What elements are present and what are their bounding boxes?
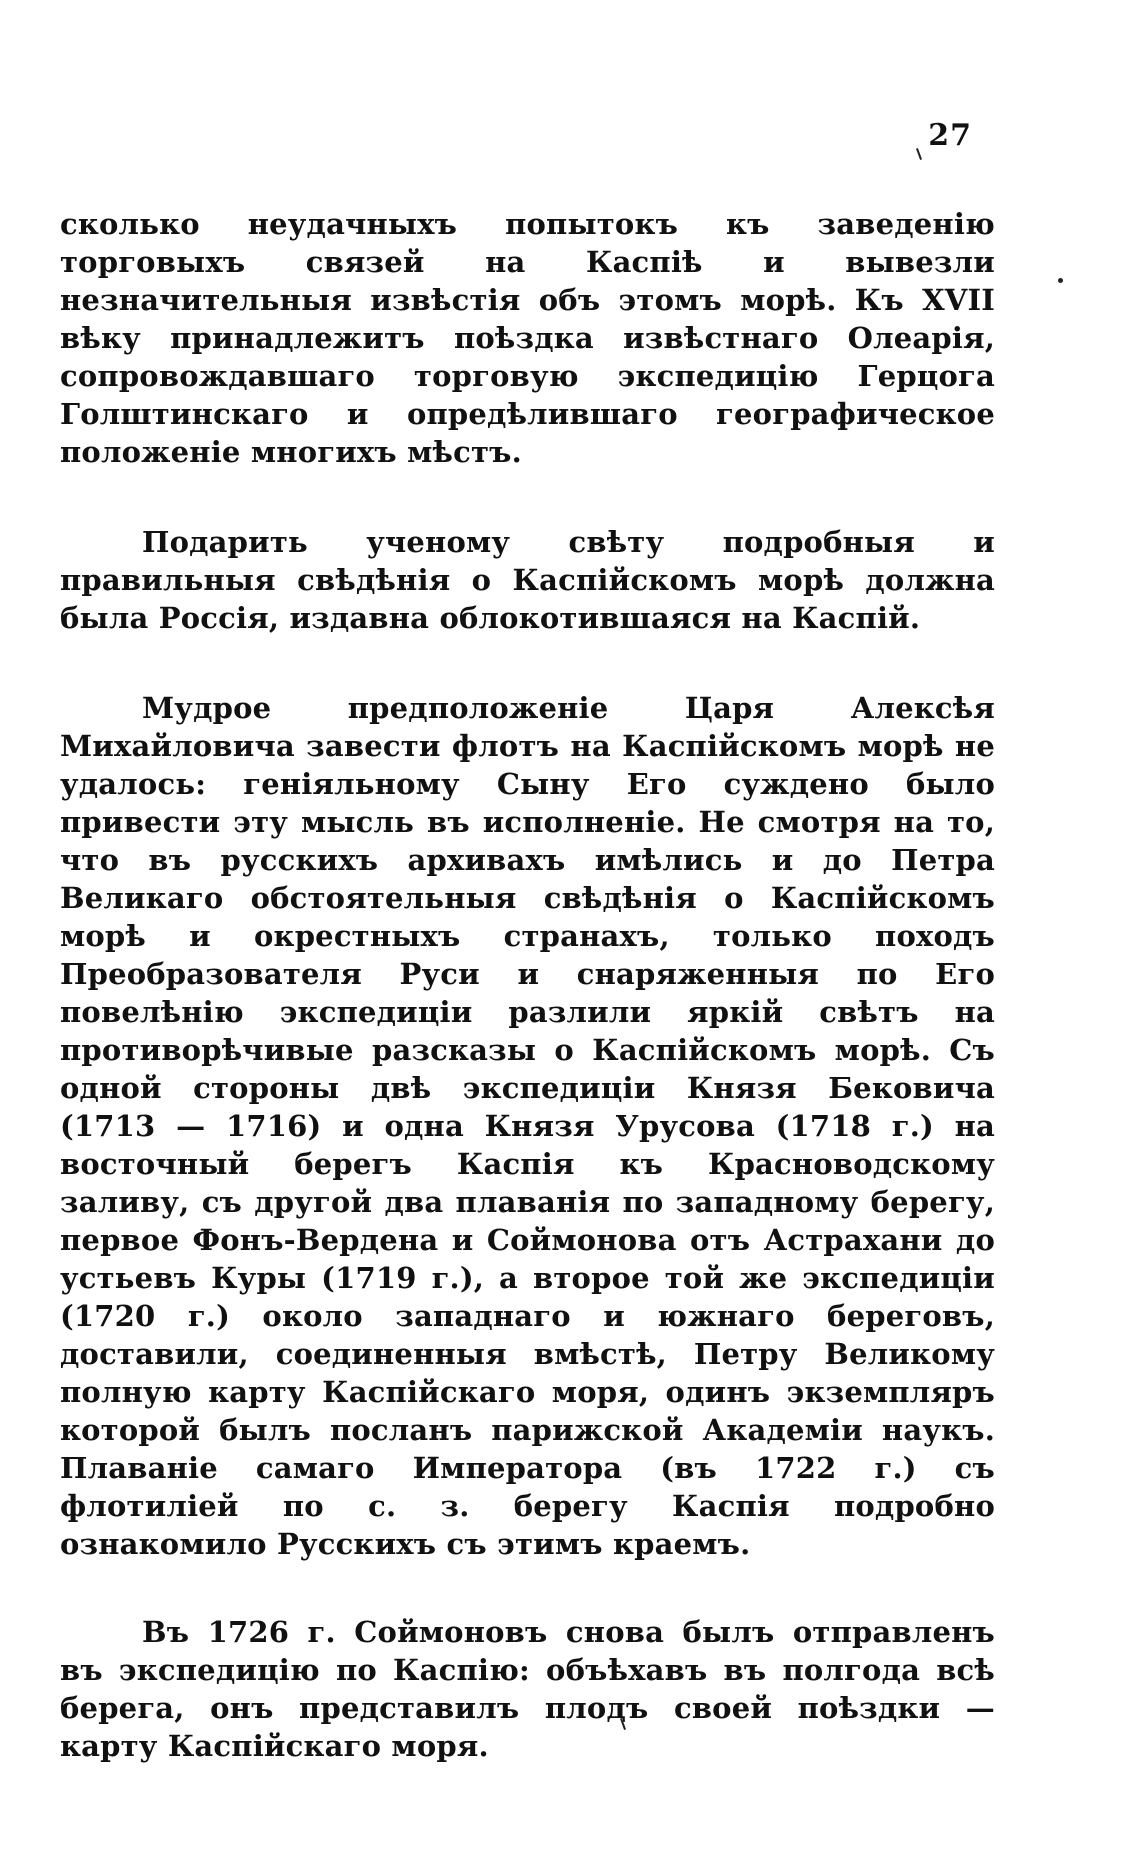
page-number: 27 bbox=[928, 118, 972, 153]
paragraph: Мудрое предположеніе Царя Алексѣя Михайловича завести флотъ на Каспійскомъ морѣ не удалось: геніяльному Сыну Его суждено было привести эту мысль въ исполненіе. Не смотря на то, что въ русскихъ архивахъ имѣлись и до Петра Великаго обстоятельныя свѣдѣнія о Каспійскомъ морѣ и окрестныхъ странахъ, только походъ Преобразователя Руси и снаряженныя по Его повелѣнію экспедиціи разлили яркій свѣтъ на противорѣчивые разсказы о Каспійскомъ морѣ. Съ одной стороны двѣ экспедиціи Князя Бековича (1713 — 1716) и одна Князя Урусова (1718 г.) на восточный берегъ Каспія къ Красноводскому заливу, съ другой два плаванія по западному берегу, первое Фонъ-Вердена и Соймонова отъ Астрахани до устьевъ Куры (1719 г.), а второе той же экспедиціи (1720 г.) около западнаго и южнаго береговъ, доставили, соединенныя вмѣстѣ, Петру Великому полную карту Каспійскаго моря, одинъ экземпляръ которой былъ посланъ парижской Академіи наукъ. Плаваніе самаго Императора (въ 1722 г.) съ флотиліей по с. з. берегу Каспія подробно ознакомило Русскихъ съ этимъ краемъ. bbox=[60, 691, 995, 1561]
print-speck bbox=[916, 148, 922, 160]
print-speck bbox=[1058, 278, 1063, 283]
body-text bbox=[60, 205, 995, 1817]
paragraph-continuation: сколько неудачныхъ попытокъ къ заведенію торговыхъ связей на Каспіѣ и вывезли незначительныя извѣстія объ этомъ морѣ. Къ XVII вѣку принадлежитъ поѣздка извѣстнаго Олеарія, сопровождавшаго торговую экспедицію Герцога Голштинскаго и опредѣлившаго географическое положеніе многихъ мѣстъ. bbox=[60, 207, 995, 469]
paragraph: Въ 1726 г. Соймоновъ снова былъ отправленъ въ экспедицію по Каспію: объѣхавъ въ полгода всѣ берега, онъ представилъ плодъ своей поѣздки — карту Каспійскаго моря. bbox=[60, 1615, 995, 1763]
paragraph: Подарить ученому свѣту подробныя и правильныя свѣдѣнія о Каспійскомъ морѣ должна была Россія, издавна облокотившаяся на Каспій. bbox=[60, 525, 995, 635]
